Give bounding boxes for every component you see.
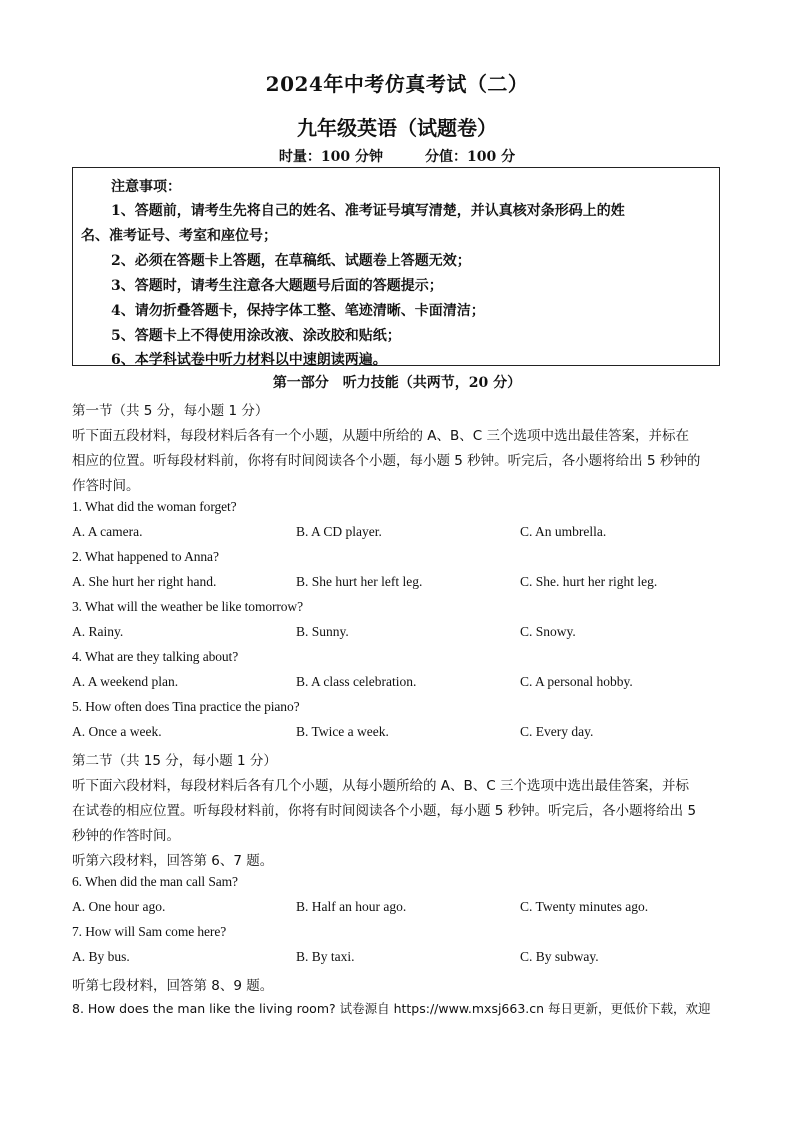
question-8: 8. How does the man like the living room? 试卷源自 https://www.mxsj663.cn 每日更新，更低价下载，欢迎 xyxy=(72,1001,711,1016)
question-4-option-c: C. A personal hobby. xyxy=(520,674,633,689)
question-3-option-a: A. Rainy. xyxy=(72,624,124,639)
section-2-instructions-2: 在试卷的相应位置。听每段材料前，你将有时间阅读各个小题，每小题 5 秒钟。听完后，各小题将给出 5 xyxy=(72,803,697,819)
question-6-option-b: B. Half an hour ago. xyxy=(296,899,407,914)
question-7: 7. How will Sam come here? xyxy=(72,924,227,939)
question-4-option-a: A. A weekend plan. xyxy=(72,674,179,689)
question-4-option-b: B. A class celebration. xyxy=(296,674,417,689)
notice-heading: 注意事项： xyxy=(111,179,181,195)
question-5-option-c: C. Every day. xyxy=(520,724,594,739)
total-score: 分值：100 分 xyxy=(425,149,516,165)
question-5-option-b: B. Twice a week. xyxy=(296,724,389,739)
segment-7-heading: 听第七段材料，回答第 8、9 题。 xyxy=(72,978,274,994)
notice-line-3: 3、答题时，请考生注意各大题题号后面的答题提示； xyxy=(111,278,443,294)
section-2-instructions-1: 听下面六段材料，每段材料后各有几个小题，从每小题所给的 A、B、C 三个选项中选出最佳答案，并标 xyxy=(72,778,690,794)
notice-line-5: 5、答题卡上不得使用涂改液、涂改胶和贴纸； xyxy=(111,328,401,344)
segment-6-heading: 听第六段材料，回答第 6、7 题。 xyxy=(72,853,274,869)
question-7-option-b: B. By taxi. xyxy=(296,949,355,964)
question-5-option-a: A. Once a week. xyxy=(72,724,162,739)
question-7-option-a: A. By bus. xyxy=(72,949,130,964)
question-3: 3. What will the weather be like tomorrow? xyxy=(72,599,303,614)
notice-line-6: 6、本学科试卷中听力材料以中速朗读两遍。 xyxy=(111,352,387,368)
notice-line-1: 1、答题前，请考生先将自己的姓名、准考证号填写清楚，并认真核对条形码上的姓 xyxy=(111,203,625,219)
question-6-option-a: A. One hour ago. xyxy=(72,899,166,914)
question-1-option-b: B. A CD player. xyxy=(296,524,382,539)
question-6-option-c: C. Twenty minutes ago. xyxy=(520,899,649,914)
notice-line-1-cont: 名、准考证号、考室和座位号； xyxy=(81,228,277,244)
question-1-option-a: A. A camera. xyxy=(72,524,143,539)
notice-line-2: 2、必须在答题卡上答题，在草稿纸、试题卷上答题无效； xyxy=(111,253,471,269)
question-1: 1. What did the woman forget? xyxy=(72,499,237,514)
question-7-option-c: C. By subway. xyxy=(520,949,599,964)
question-6: 6. When did the man call Sam? xyxy=(72,874,238,889)
section-2-title: 第二节（共 15 分，每小题 1 分） xyxy=(72,753,277,769)
section-1-title: 第一节（共 5 分，每小题 1 分） xyxy=(72,403,269,419)
section-1-instructions-2: 相应的位置。听每段材料前，你将有时间阅读各个小题，每小题 5 秒钟。听完后，各小题将给出 5 秒钟的 xyxy=(72,453,701,469)
question-5: 5. How often does Tina practice the piano? xyxy=(72,699,300,714)
part-one-title: 第一部分 听力技能（共两节，20 分） xyxy=(272,375,522,391)
notice-line-4: 4、请勿折叠答题卡，保持字体工整、笔迹清晰、卡面清洁； xyxy=(111,303,485,319)
notice-box xyxy=(72,167,720,366)
question-4: 4. What are they talking about? xyxy=(72,649,239,664)
section-1-instructions-3: 作答时间。 xyxy=(72,478,140,494)
question-2-option-b: B. She hurt her left leg. xyxy=(296,574,423,589)
exam-title: 2024年中考仿真考试（二） xyxy=(265,72,529,96)
section-2-instructions-3: 秒钟的作答时间。 xyxy=(72,828,180,844)
question-3-option-c: C. Snowy. xyxy=(520,624,576,639)
section-1-instructions-1: 听下面五段材料，每段材料后各有一个小题，从题中所给的 A、B、C 三个选项中选出最佳答案，并标在 xyxy=(72,428,690,444)
time-limit: 时量：100 分钟 xyxy=(278,149,383,165)
question-1-option-c: C. An umbrella. xyxy=(520,524,607,539)
question-2: 2. What happened to Anna? xyxy=(72,549,219,564)
question-2-option-c: C. She. hurt her right leg. xyxy=(520,574,658,589)
question-3-option-b: B. Sunny. xyxy=(296,624,349,639)
exam-subtitle: 九年级英语（试题卷） xyxy=(297,116,497,140)
question-2-option-a: A. She hurt her right hand. xyxy=(72,574,217,589)
exam-meta xyxy=(0,146,794,166)
